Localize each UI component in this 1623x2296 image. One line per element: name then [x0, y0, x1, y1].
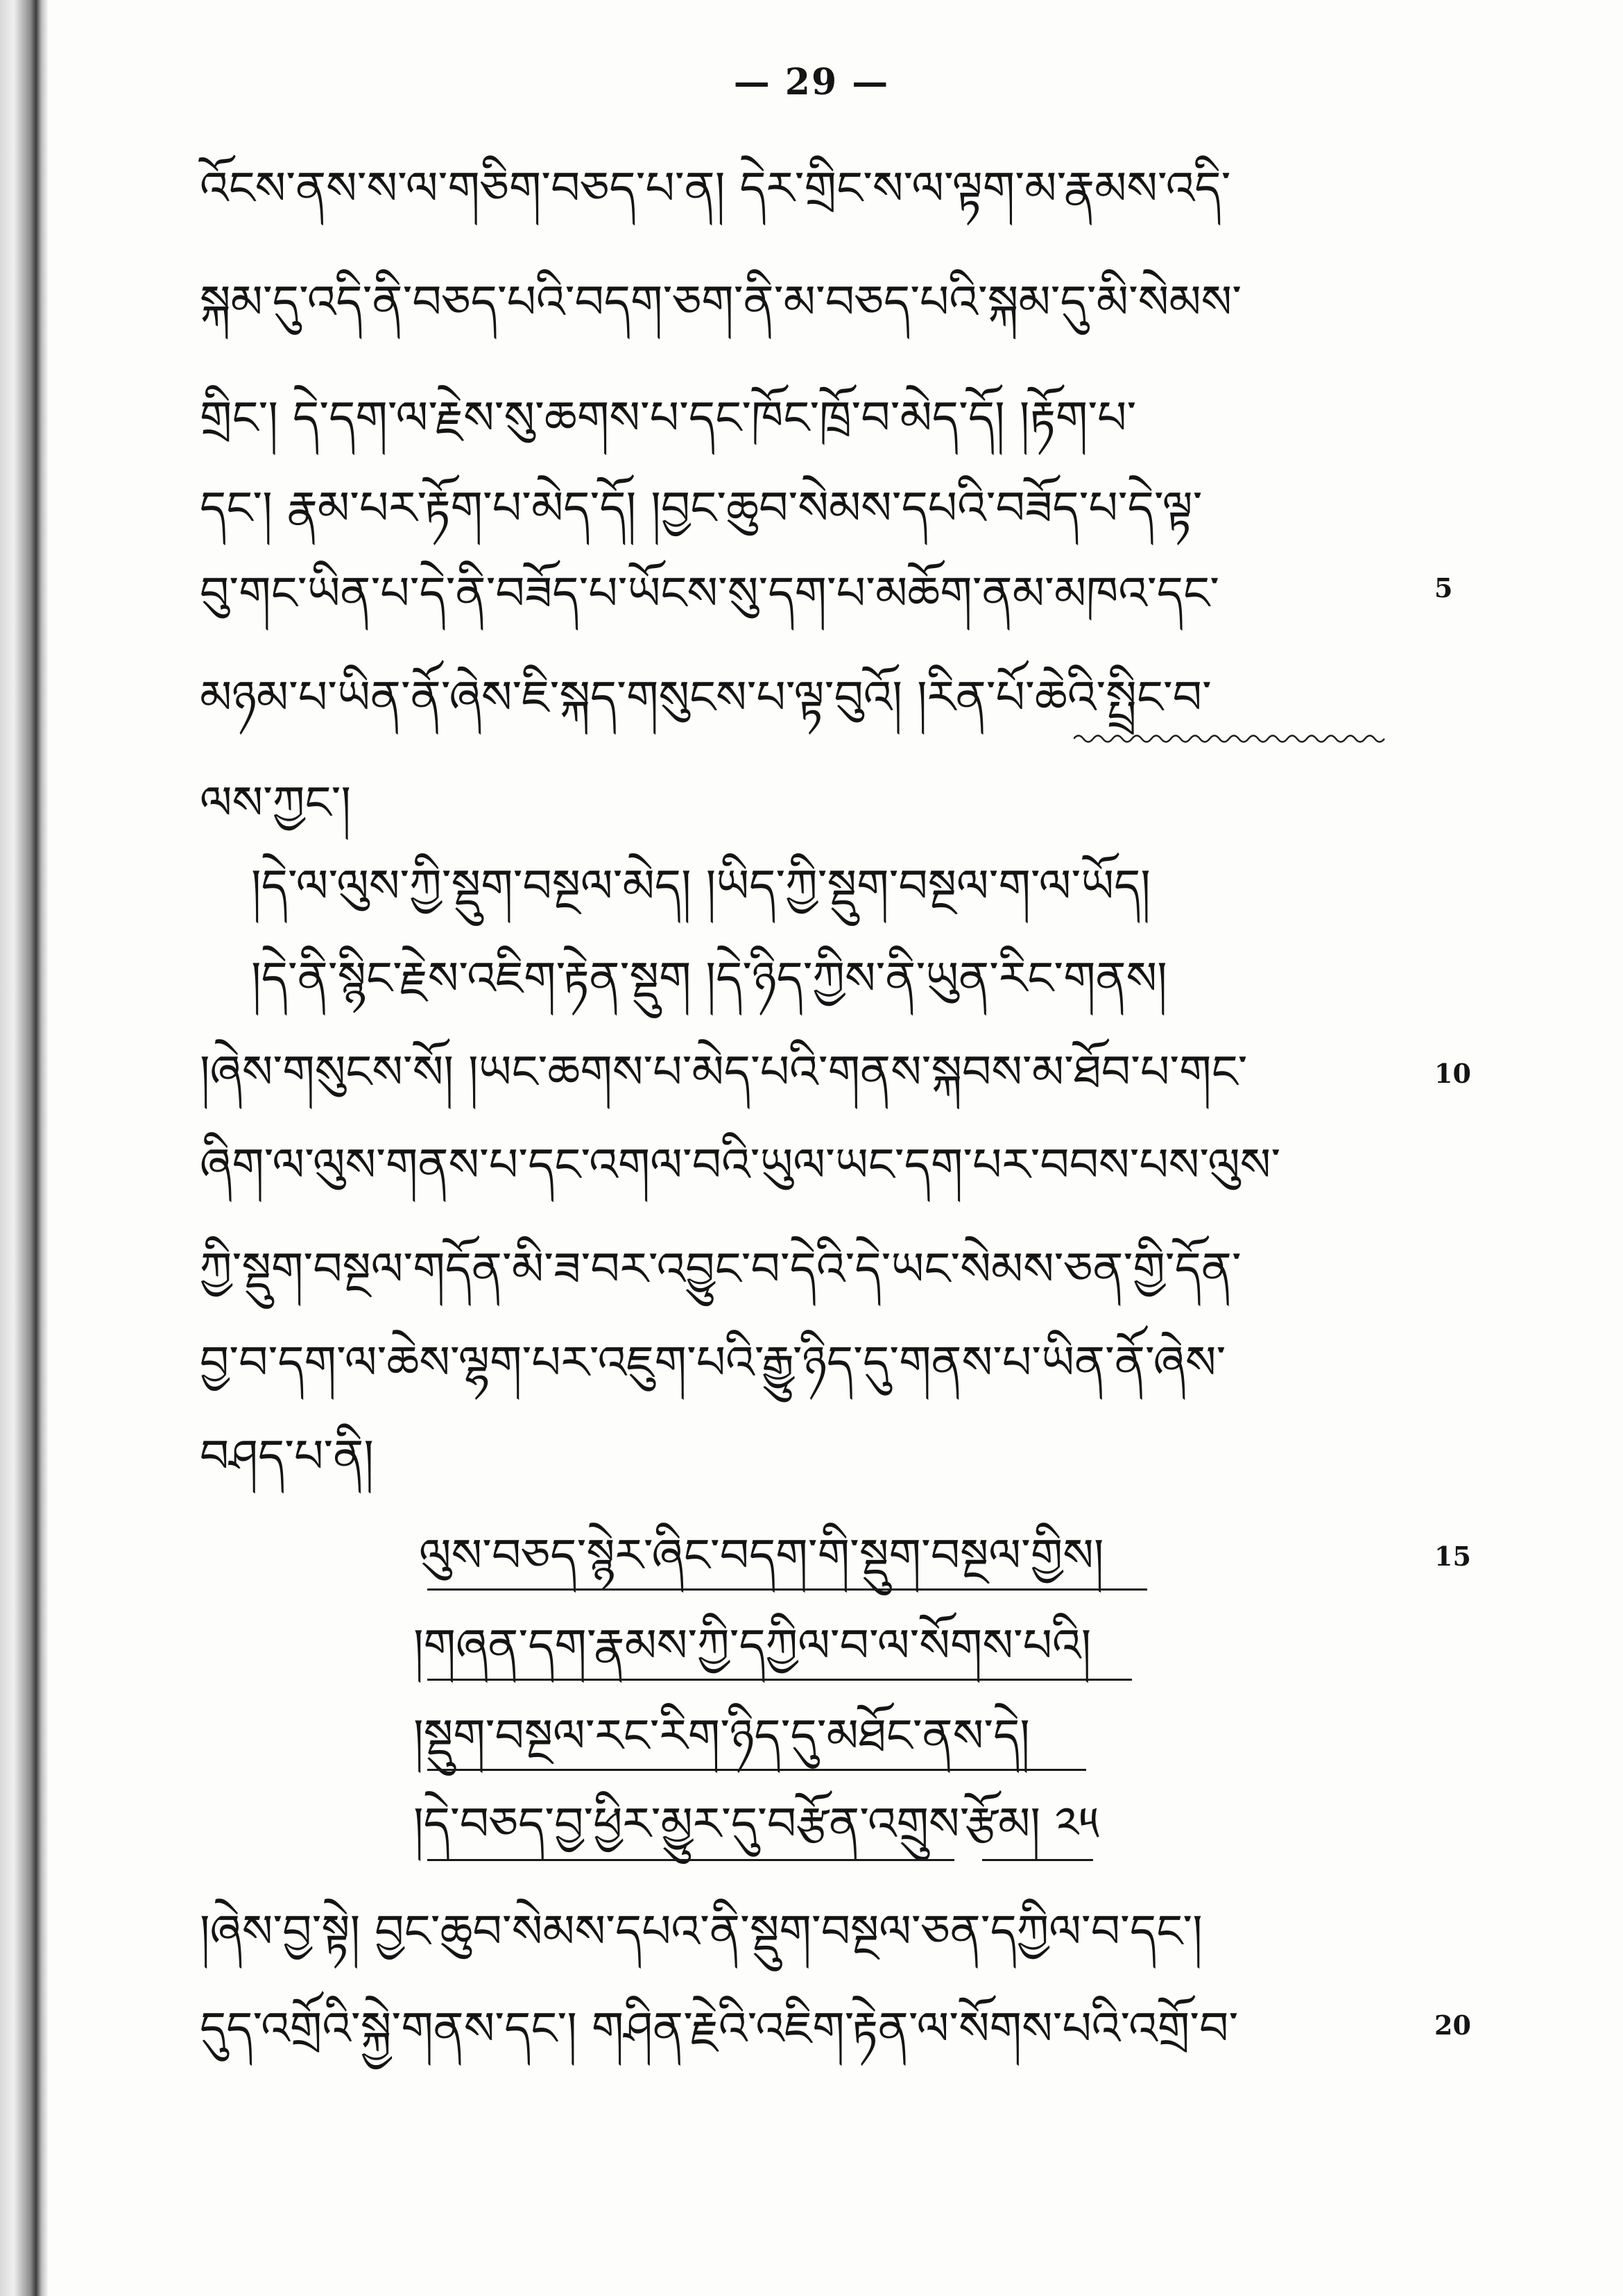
page-number: — 29 —	[733, 61, 890, 103]
text-line-8: །དེ་ལ་ལུས་ཀྱི་སྡུག་བསྔལ་མེད། །ཡིད་ཀྱི་སྡུག་བསྔལ་ག་ལ་ཡོད།	[251, 859, 1151, 913]
text-line-2: སྐམ་དུ་འདི་ནི་བཅད་པའི་བདག་ཅག་ནི་མ་བཅད་པའི་སྐམ་དུ་མི་སེམས་	[200, 275, 1242, 329]
line-number-10: 10	[1434, 1058, 1471, 1089]
text-line-10: །ཞེས་གསུངས་སོ། །ཡང་ཆགས་པ་མེད་པའི་གནས་སྐབས་མ་ཐོབ་པ་གང་	[200, 1045, 1248, 1099]
text-line-3: གྲིང་། དེ་དག་ལ་རྗེས་སུ་ཆགས་པ་དང་ཁོང་ཁྲོ་བ་མེད་དོ། །རྟོག་པ་	[200, 391, 1137, 445]
verse-rule-4b	[982, 1859, 1093, 1861]
verse-line-18: །དེ་བཅད་བྱ་ཕྱིར་མྱུར་དུ་བརྩོན་འགྲུས་རྩོམ། ༢༥	[413, 1797, 1099, 1851]
text-line-4: དང་། རྣམ་པར་རྟོག་པ་མེད་དོ། །བྱང་ཆུབ་སེམས་དཔའི་བཟོད་པ་དེ་ལྟ་	[200, 481, 1203, 535]
verse-rule-4a	[427, 1859, 954, 1861]
verse-line-16: །གཞན་དག་རྣམས་ཀྱི་དཀྱིལ་བ་ལ་སོགས་པའི།	[413, 1619, 1092, 1672]
verse-rule-3	[427, 1769, 1086, 1771]
text-line-19: །ཞེས་བྱ་སྟེ། བྱང་ཆུབ་སེམས་དཔའ་ནི་སྡུག་བསྔལ་ཅན་དཀྱིལ་བ་དང་།	[200, 1905, 1203, 1958]
text-line-6: མཉམ་པ་ཡིན་ནོ་ཞེས་ཇི་སྐད་གསུངས་པ་ལྟ་བུའོ། །རིན་པོ་ཆེའི་སྤྲིང་བ་	[200, 671, 1212, 724]
text-line-14: བཤད་པ་ནི།	[200, 1430, 374, 1483]
text-line-13: བྱ་བ་དག་ལ་ཆེས་ལྷག་པར་འཇུག་པའི་རྒྱུ་ཉིད་དུ་གནས་པ་ཡིན་ནོ་ཞེས་	[200, 1336, 1226, 1389]
text-line-1: འོངས་ནས་ས་ལ་གཅིག་བཅད་པ་ན། དེར་གྲིང་ས་ལ་ལྟག་མ་རྣམས་འདི་	[200, 162, 1231, 215]
book-binding-edge	[0, 0, 49, 2296]
text-line-5: བུ་གང་ཡིན་པ་དེ་ནི་བཟོད་པ་ཡོངས་སུ་དག་པ་མཆོག་ནམ་མཁའ་དང་	[200, 567, 1219, 620]
text-line-7: ལས་ཀྱང་།	[200, 776, 352, 830]
text-line-20: དུད་འགྲོའི་སྐྱེ་གནས་དང་། གཤིན་རྗེའི་འཇིག་རྟེན་ལ་སོགས་པའི་འགྲོ་བ་	[200, 2002, 1239, 2055]
line-number-15: 15	[1434, 1541, 1471, 1572]
verse-line-17: །སྡུག་བསྔལ་རང་རིག་ཉིད་དུ་མཐོང་ནས་དེ།	[413, 1709, 1030, 1763]
wavy-underline	[1074, 730, 1386, 748]
text-line-11: ཞིག་ལ་ལུས་གནས་པ་དང་འགལ་བའི་ཡུལ་ཡང་དག་པར་བབས་པས་ལུས་	[200, 1138, 1281, 1192]
line-number-20: 20	[1434, 2010, 1471, 2041]
verse-line-15: ལུས་བཅད་སྙེར་ཞིང་བདག་གི་སྡུག་བསྔལ་གྱིས།	[419, 1529, 1104, 1582]
verse-rule-2	[427, 1679, 1132, 1681]
text-line-12: ཀྱི་སྡུག་བསྔལ་གདོན་མི་ཟ་བར་འབྱུང་བ་དེའི་དེ་ཡང་སེམས་ཅན་གྱི་དོན་	[200, 1242, 1242, 1296]
text-line-9: །དེ་ནི་སྙིང་རྗེས་འཇིག་རྟེན་སྡུག །དེ་ཉིད་ཀྱིས་ནི་ཡུན་རིང་གནས།	[251, 952, 1167, 1005]
verse-rule-1	[427, 1588, 1147, 1591]
line-number-5: 5	[1434, 572, 1453, 603]
